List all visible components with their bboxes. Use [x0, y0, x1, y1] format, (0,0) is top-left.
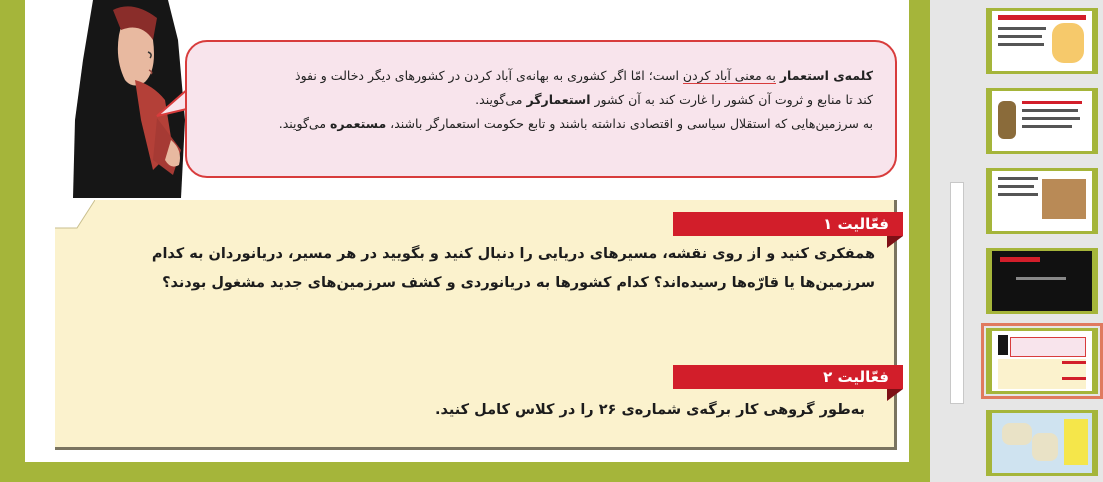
- term-colonizer: استعمارگر: [526, 92, 591, 107]
- activity2-text: به‌طور گروهی کار برگه‌ی شماره‌ی ۲۶ را در کلاس کامل کنید.: [434, 402, 865, 418]
- line1-rest: است؛ امّا اگر کشوری به بهانه‌ی آباد کردن در کشورهای دیگر دخالت و نفوذ: [295, 68, 679, 83]
- bubble-text: [213, 64, 873, 136]
- thumbnail-preview: [992, 11, 1092, 71]
- activity2-banner: [673, 365, 903, 389]
- slide-thumbnail-5-selected[interactable]: [986, 328, 1098, 394]
- term-colonialism: کلمه‌ی استعمار: [779, 68, 873, 83]
- line2-start: کند تا منابع و ثروت آن کشور را غارت کند به آن کشور: [594, 92, 873, 107]
- slide-thumbnail-6[interactable]: [986, 410, 1098, 476]
- slide-thumbnail-1[interactable]: [986, 8, 1098, 74]
- slide-canvas: [25, 0, 909, 462]
- thumbnail-preview: [992, 413, 1092, 473]
- thumbnail-scrollbar-thumb[interactable]: [950, 182, 964, 404]
- slide-thumbnail-2[interactable]: [986, 88, 1098, 154]
- line3-end: می‌گویند.: [278, 116, 327, 131]
- activity1-text: همفکری کنید و از روی نقشه، مسیرهای دریایی را دنبال کنید و بگویید در هر مسیر، دریانوردان به کدام سرزمین‌ها یا قارّه‌ها رسیده‌اند؟ کدام کشورها به دریانوردی و کشف سرزمین‌های جدید مشغول بودند؟: [151, 246, 875, 291]
- activity2-title: فعّالیت ۲: [823, 368, 889, 386]
- slide-thumbnail-3[interactable]: [986, 168, 1098, 234]
- activity1-banner: [673, 212, 903, 236]
- bubble-line-3: [213, 112, 873, 136]
- activity1-banner-fold: [887, 236, 903, 248]
- panel-fold-corner: [55, 200, 95, 230]
- thumbnail-preview: [992, 171, 1092, 231]
- bubble-line-2: [213, 88, 873, 112]
- definition-bubble: [185, 40, 897, 178]
- term-colony: مستعمره: [330, 116, 387, 131]
- underlined-meaning: به معنی آباد کردن: [682, 68, 776, 83]
- bubble-line-1: [213, 64, 873, 88]
- line2-end: می‌گویند.: [475, 92, 523, 107]
- activity1-title: فعّالیت ۱: [823, 215, 889, 233]
- activity2-banner-fold: [887, 389, 903, 401]
- thumbnail-preview: [992, 331, 1092, 391]
- thumbnail-preview: [992, 251, 1092, 311]
- slide-thumbnail-4[interactable]: [986, 248, 1098, 314]
- line3-start: به سرزمین‌هایی که استقلال سیاسی و اقتصادی نداشته باشند و تابع حکومت استعمارگر باشند،: [390, 116, 873, 131]
- thumbnail-preview: [992, 91, 1092, 151]
